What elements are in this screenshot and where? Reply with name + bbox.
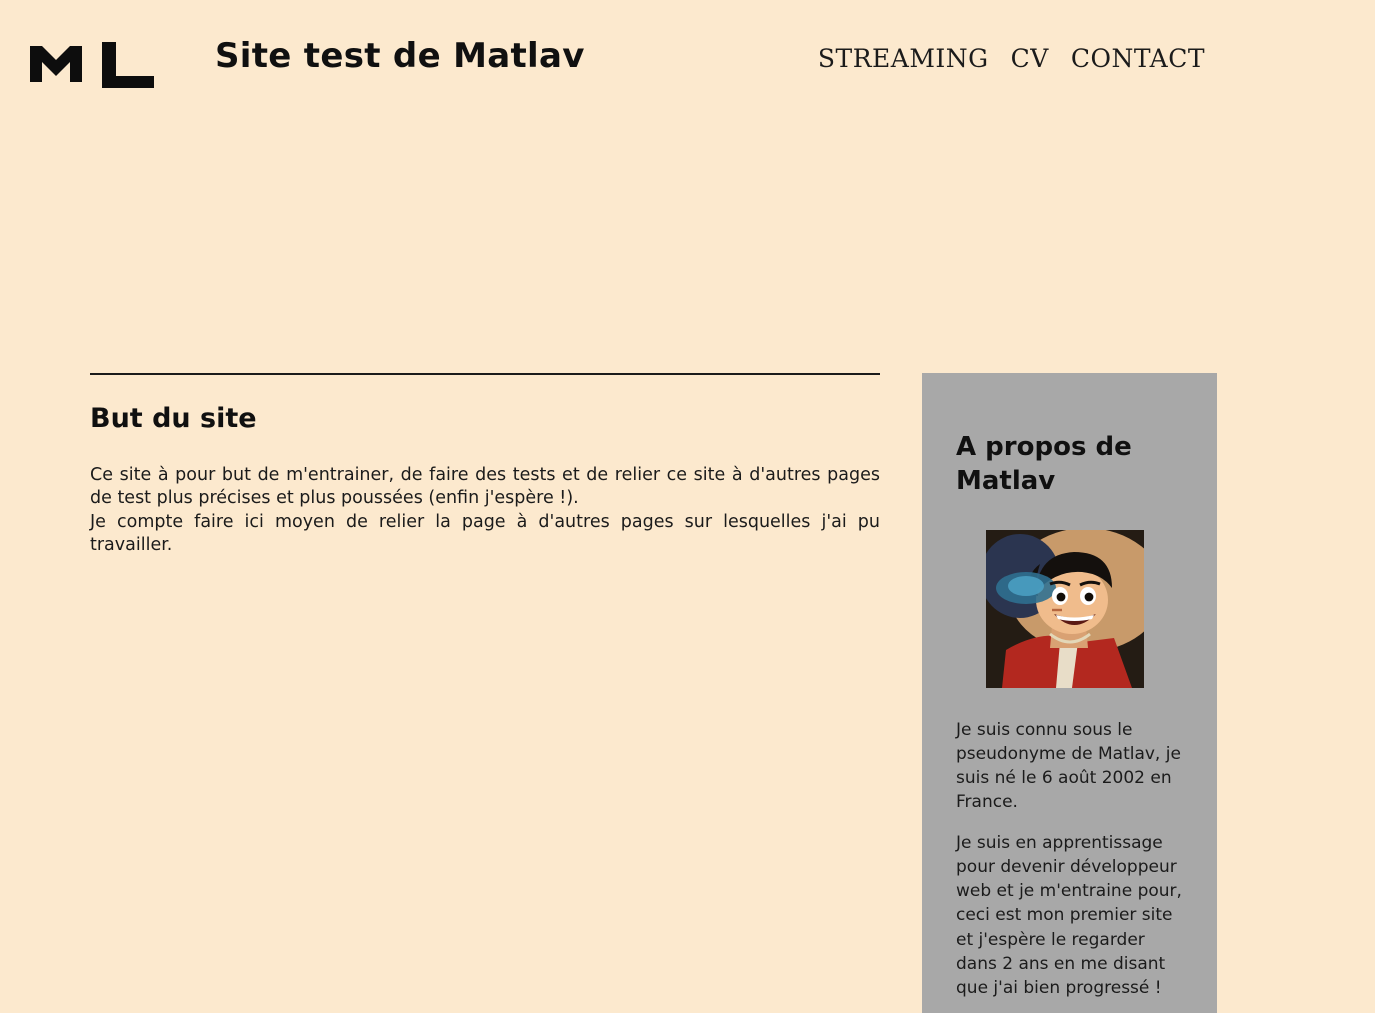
section-divider (90, 373, 880, 375)
about-text (956, 718, 1184, 1000)
section-title: But du site (90, 403, 257, 434)
about-paragraph-1: Je suis connu sous le pseudonyme de Matlav, je suis né le 6 août 2002 en France. (956, 719, 1181, 812)
intro-paragraph-1: Ce site à pour but de m'entrainer, de faire des tests et de relier ce site à d'autres pages de test plus précises et plus poussées (enfin j'espère !). (90, 465, 880, 509)
avatar (986, 530, 1144, 688)
about-title: A propos de Matlav (956, 432, 1132, 496)
about-sidebar (922, 373, 1217, 1013)
nav-link-contact[interactable]: CONTACT (1070, 44, 1205, 73)
main-nav (818, 44, 1205, 73)
page-title: Site test de Matlav (215, 36, 585, 76)
main-content (90, 373, 880, 557)
ml-monogram-logo-icon[interactable] (28, 36, 158, 92)
intro-paragraph-2: Je compte faire ici moyen de relier la page à d'autres pages sur lesquelles j'ai pu travailler. (90, 511, 880, 555)
nav-link-cv[interactable]: CV (1010, 44, 1049, 73)
site-header (0, 0, 1375, 118)
nav-link-streaming[interactable]: STREAMING (817, 44, 989, 73)
about-paragraph-2: Je suis en apprentissage pour devenir développeur web et je m'entraine pour, ceci est mon premier site et j'espère le regarder dans 2 ans en me disant que j'ai bien progressé ! (956, 833, 1182, 998)
